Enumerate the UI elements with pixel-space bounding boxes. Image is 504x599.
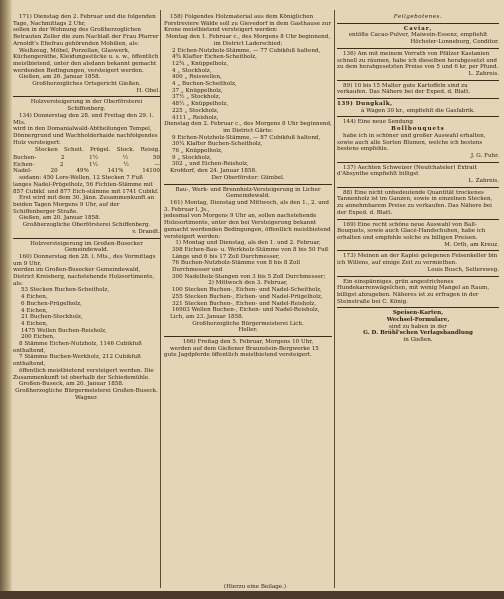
ad-139-headline: 139) Dungkalk, [337, 101, 393, 108]
ad-158-signature: Der Oberförster: Gümbel. [211, 174, 285, 181]
ad-169-signature: M. Orth, am Kreuz. [444, 241, 499, 248]
divider [337, 307, 499, 308]
divider [337, 219, 499, 220]
list-item: 100 Stecken Buchen-, Eichen- und Nadel-Scheitholz, [172, 287, 322, 294]
ad-160-signature: Wagner. [75, 394, 98, 401]
divider [337, 23, 499, 24]
list-item: 398 Eichen-Bau- u. Werkholz-Stämme von 8 bis 50 Fuß Länge und 6 bis 17 Zoll Durchmesser, [172, 246, 329, 260]
ad-158-list2 [164, 135, 332, 169]
ad-161-signature: Heller. [238, 327, 258, 334]
column-rule-right [334, 10, 335, 588]
divider [337, 98, 499, 99]
ad-161-authority: Großherzogliche Bürgermeisterei Lich. [192, 320, 304, 327]
ad-158-body: 158) Folgendes Holzmaterial aus dem Königlichen Forstreviere Wälde soll zu Gievedorf in dem Gasthause zur Krone meistbietend versteigert werden: [164, 14, 332, 34]
ad-161-list1 [164, 247, 332, 281]
table-row: Buchen- 2 1½ ½ 50 [13, 155, 160, 162]
ad-169-body: 169) Eine recht schöne neue Auswahl von Ball-Bouquets, sowie auch Glacé-Handschuhen, habe ich erhalten und empfehle solche zu billigen Preisen. [337, 221, 486, 241]
divider [337, 276, 499, 277]
divider [337, 187, 499, 188]
list-item: 30¼ Klafter Buchen-Scheitholz, [172, 141, 263, 148]
column-middle [164, 14, 332, 359]
ad-134-title: 134) Donnerstag den 28. und Freitag den 29. l. Mts. [13, 112, 154, 126]
ad-160-body: werden im Großen-Busecker Gemeindewald, District Kreisberg, nachstehende Holzsortimente, als: [13, 267, 155, 287]
book-spine [0, 0, 12, 599]
list-item: 76 „ Knüppelholz, [172, 148, 223, 155]
ad-134-body: wird in den Domanialwald-Abtheilungen Tempel, Dönnergrund und Wachholderhaide nachfolgendes Holz versteigert: [13, 126, 158, 146]
list-item: 1475 Wellen Buchen-Reisholz, [21, 327, 107, 334]
wood-table-header: Stecken Scheit. Prügel. Stock. Reisig. [35, 147, 160, 154]
list-item: 300 Nadelholz-Stangen von 3 bis 5 Zoll Durchmesser; [172, 273, 326, 280]
ad-134-meeting: Erst wird mit dem 30. Jänn. Zusammenkunft an beiden Tagen Morgens 9 Uhr, auf der Schiffenberger Straße. [13, 195, 155, 215]
column-right [337, 14, 499, 344]
ad-173-signature: Louis Busch, Seltersweg. [427, 266, 499, 273]
list-item: 37½ „ Stockholz, [172, 94, 221, 101]
ad-161-body: jedesmal von Morgens 9 Uhr an, sollen nachstehende Holzsortimente, unter den bei Versteigerung bekannt gemacht werdenden Bedingungen, öffentlich meistbietend versteigert werden: [164, 213, 331, 240]
ad-171-title: 171) Dienstag den 2. Februar und die folgenden Tage, Nachmittags 2 Uhr, [13, 14, 156, 27]
ad-171-items: Weißzeug, Möbel, Porzellan, Glaswerk, Küchengeräthe, Kleidungsstücke u. s. w., öffentlich meistbietend, unter den alsdann bekannt gemacht werdenden Bedingungen, versteigert werden. [13, 47, 159, 74]
list-item: 37 „ Knüppelholz, [172, 87, 223, 94]
column-rule-left [160, 10, 161, 588]
ad-134-date: Gießen, am 20. Januar 1858. [19, 215, 101, 222]
ad-166-body: werden auf dem Gießener Braunstein-Bergwerke 15 gute Jagdpferde öffentlich meistbietend versteigert. [164, 345, 319, 359]
ad-144-body: habe ich in schöner und großer Auswahl erhalten, sowie auch alle Sorten Blumen, welche ich bestens bestens empfehle. [337, 132, 486, 153]
ad-cards-headline: Speisen-Karten, [392, 310, 444, 317]
ad-cards-place: in Gießen. [403, 337, 433, 344]
ad-158-place-date: Krofdorf, den 24. Januar 1858. [170, 168, 257, 175]
ad-160-authority: Großherzogliche Bürgermeisterei Großen-Buseck. [15, 387, 158, 394]
ad-134-authority: Großherzogliche Oberförsterei Schiffenberg. [22, 222, 151, 229]
ad-160-oak: 8 Stämme Eichen-Nutzholz, 1146 Cubikfuß enthaltend, [13, 341, 142, 354]
ad-166-title: 166) Freitag den 5. Februar, Morgens 10 Uhr, [182, 339, 314, 346]
ad-161-part1: 1) Montag und Dienstag, als den 1. und 2. Februar, [175, 240, 321, 247]
divider [337, 80, 499, 81]
list-item: 400 „ Reiswellen, [172, 74, 222, 81]
ad-161-title: 161) Montag, Dienstag und Mittwoch, als den 1., 2. und 3. Februar l. Js., [164, 199, 329, 213]
divider [13, 96, 160, 97]
divider [164, 184, 332, 185]
ad-160-beech: 7 Stämme Buchen-Werkholz, 212 Cubikfuß enthaltend, [13, 354, 141, 368]
ad-144-signature: J. G. Fuhr. [470, 152, 499, 159]
list-item: 4111 „ Reisholz, [172, 114, 219, 121]
list-item: 9 Eichen-Nutzholz-Stämme, — 87 Cubikfuß haltend, [172, 134, 321, 141]
ad-89-body: 89) 10 bis 15 Malter gute Kartoffeln sind zu verkaufen. Das Nähere bei der Exped. d. Blatt. [337, 82, 471, 96]
section-heading: Feilgebotenes. [393, 14, 443, 20]
ad-171-authority: Großherzogliches Ortsgericht Gießen. [32, 81, 141, 88]
ad-161-list2 [164, 287, 332, 314]
list-item: 4¾ Klafter Eichen-Scheitholz, [172, 54, 257, 61]
list-item: 200 Eichen, [21, 334, 55, 341]
list-item: 2 Eichen-Nutzholz-Stämme, — 77 Cubikfuß haltend, [172, 47, 321, 54]
list-item: 225 „ Stockholz, [172, 107, 219, 114]
ad-cards-publisher: G. D. Brühl'schen Verlagshandlung [363, 330, 473, 337]
ad-158-date1: Montag den 1. Februar c., des Morgens 8 Uhr beginnend, im District Laderschied: [165, 34, 331, 47]
divider [337, 250, 499, 251]
list-item: 4 Eichen, [21, 294, 48, 301]
ad-caviar-signature: Höchster-Lonneburg, Conditor. [410, 39, 499, 46]
ad-160-list [13, 287, 160, 341]
ad-160-title: 160) Donnerstag den 28. l. Mts., des Vormittags um 9 Uhr, [13, 253, 156, 267]
divider [337, 116, 499, 117]
ad-161-date: Lich, am 23. Januar 1858. [170, 313, 244, 320]
ad-caviar-body: entölte Cacao-Pulver, Maiwein-Essenz, empfiehlt [348, 32, 488, 39]
list-item: 4 „ Stockholz, [172, 67, 212, 74]
ad-161-part2: 2) Mittwoch den 3. Februar, [208, 280, 288, 287]
list-item: 16903 Wellen Buchen-, Eichen- und Nadel-Reisholz, [172, 307, 320, 314]
ad-173-body: 173) Meinen an der Kaplei gelegenen Felsenkeller bin ich Willens, auf einige Zeit zu vermiethen. [337, 253, 498, 267]
list-item: 48½ „ Knüppelholz, [172, 101, 229, 108]
list-item: 6 Buchen-Prügelholz, [21, 300, 82, 307]
ad-158-list1 [164, 48, 332, 122]
column-left [13, 14, 160, 401]
list-item: 9 „ Stockholz, [172, 154, 212, 161]
ad-144-title: 144) Eine neue Sendung [343, 119, 413, 126]
list-item: 4 Eichen, [21, 320, 48, 327]
supplement-note: (Hierzu eine Beilage.) [223, 584, 287, 590]
ad-136-body: 136) Am mit meinem Vorrath von Pfälzer Kastanien schnell zu räumen, habe ich dieselben herabgesetzt und zu dem herabgesetzten Preise von 5 und 6 kr. per Pfund. [337, 50, 499, 71]
divider [164, 336, 332, 337]
list-item: 4 Eichen, [21, 307, 48, 314]
table-row: Eichen- 2 1½ ½ — [13, 161, 160, 168]
list-item: 321 Stecken Buchen-, Eichen- und Nadel-Reisholz, [172, 300, 317, 307]
ad-171-body: sollen in der Wohnung des Großherzoglichen Betrauten Zeller die zum Nachlaß der Frau Pfarrer Arnoldt's Ehefrau gehörenden Mobilien, als: [13, 27, 159, 47]
wood-table [35, 147, 160, 154]
list-item: 21 Buchen-Stockholz, [21, 314, 83, 321]
ad-160-heading: Holzversteigerung im Großen-Busecker Gemeindewald. [30, 240, 143, 254]
table-row: Nadel- 20 49% 141% 14100 [13, 168, 160, 175]
ad-160-date: Großen-Buseck, am 20. Januar 1858. [19, 381, 124, 388]
ad-cards-line1: sind zu haben in der [389, 323, 447, 330]
list-item: 53 Stecken Buchen-Scheitholz, [21, 287, 110, 294]
ad-137-signature: L. Zahreis. [468, 178, 499, 185]
ad-171-date: Gießen, am 26. Januar 1858. [19, 74, 101, 81]
ad-144-headline: Bollbouquets [391, 126, 445, 133]
ad-forms-headline: Wechsel-Formulare, [386, 317, 450, 324]
ad-139-body: à Wagen 30 kr., empfiehlt die Gasfabrik. [360, 107, 476, 114]
ad-134-signature: v. Drandt. [132, 228, 160, 235]
list-item: 12¾ „ Knüppelholz, [172, 60, 229, 67]
divider [13, 238, 160, 239]
ad-171-signature: H. Obel. [136, 87, 160, 94]
ad-cart-body: Ein einspänniges, grün angestrichenes Hundekarrenwägelchen, mit wenig Mangel an Raum, billigst abzugeben. Näheres ist zu erfragen in der Steinstraße bei C. König. [337, 278, 490, 305]
list-item: 302 „ und Eichen-Reisholz, [172, 161, 249, 168]
divider [337, 48, 499, 49]
ad-161-heading: Bau-, Werk- und Brennholz-Versteigerung in Licher Gemeindewald. [175, 186, 321, 200]
ad-134-heading: Holzversteigerung in der Oberförsterei Schiffenberg. [30, 99, 143, 113]
list-item: 4 „ Buchen-Scheitholz, [172, 81, 237, 88]
page-bottom-edge [0, 591, 504, 599]
ad-158-date2: Dienstag den 2. Februar c., des Morgens 8 Uhr beginnend, im District Gärte: [164, 121, 332, 134]
wood-table-rows [13, 155, 160, 175]
ad-136-signature: L. Zahreis. [468, 70, 499, 77]
ad-160-meeting: öffentlich meistbietend versteigert werden. Die Zusammenkunft ist oberhalb der Schiedemühle. [13, 367, 154, 381]
ad-caviar-headline: Caviar, [403, 25, 433, 32]
divider [337, 162, 499, 163]
list-item: 76 Buchen-Nutzholz-Stämme von 8 bis 8 Zoll Durchmesser und [172, 260, 300, 274]
ad-137-body: 137) Aechten Schweizer (Neufchateler) Extrait d'Absynthe empfiehlt billigst [337, 164, 477, 178]
ad-134-details: sodann: 450 Lore-Wellen, 12 Stecken 7 Fuß langes Nadel-Prügelholz, 56 Fichten-Stämme mit 857 Cubikf. und 877 Eich-stämme mit 1741 Cubikf. [13, 175, 159, 195]
list-item: 255 Stecken Buchen-, Eichen- und Nadel-Prügelholz, [172, 293, 323, 300]
ad-88-body: 88) Eine nicht unbedeutende Quantität trockenes Tannenholz ist im Ganzen, sowie in einzelnen Stecken, zu annehmbarem Preise zu verkaufen. Das Nähere bei der Exped. d. Blatt. [337, 189, 493, 216]
